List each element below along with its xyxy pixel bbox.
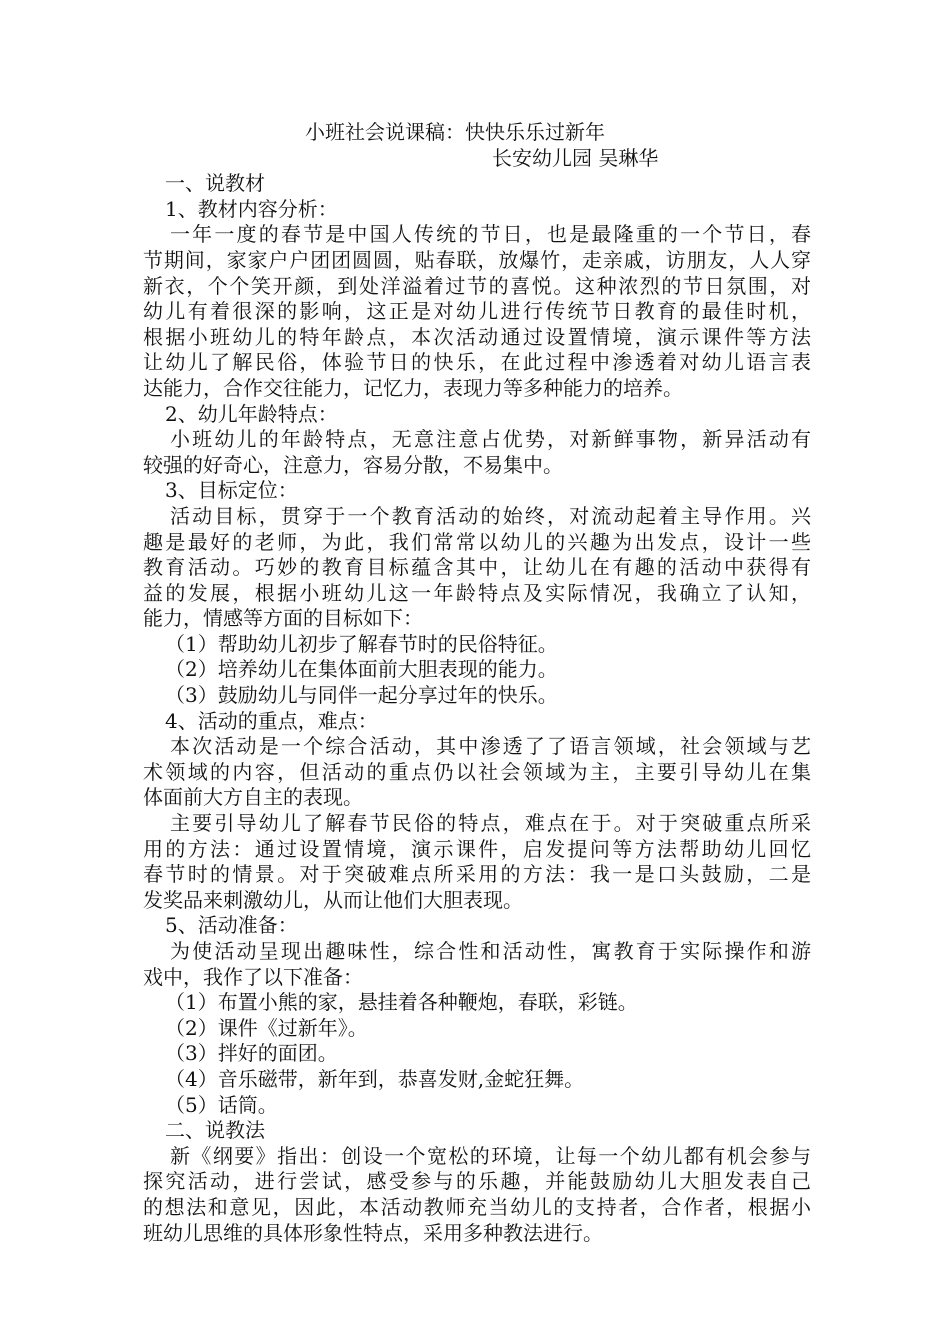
text-line: 主要引导幼儿了解春节民俗的特点，难点在于。对于突破重点所采 [170,811,811,836]
document-body [143,120,811,1246]
text-line: 发奖品来刺激幼儿，从而让他们大胆表现。 [143,887,523,912]
text-line: 1、教材内容分析： [165,196,338,221]
text-line: 班幼儿思维的具体形象性特点，采用多种教法进行。 [143,1220,603,1245]
text-line: 本次活动是一个综合活动，其中渗透了了语言领域，社会领域与艺 [170,734,811,759]
text-line: 5、活动准备： [165,913,298,938]
text-line: 探究活动，进行尝试，感受参与的乐趣，并能鼓励幼儿大胆发表自己 [143,1169,811,1194]
text-line: 能力，情感等方面的目标如下： [143,606,423,631]
text-line: 活动目标，贯穿于一个教育活动的始终，对流动起着主导作用。兴 [170,503,811,528]
text-line: 益的发展，根据小班幼儿这一年龄特点及实际情况，我确立了认知， [143,580,811,605]
text-line: 幼儿有着很深的影响，这正是对幼儿进行传统节日教育的最佳时机， [143,299,811,324]
text-line: 新《纲要》指出：创设一个宽松的环境，让每一个幼儿都有机会参与 [170,1143,811,1168]
text-line: 新衣，个个笑开颜，到处洋溢着过节的喜悦。这种浓烈的节日氛围，对 [143,273,811,298]
text-line: 术领域的内容，但活动的重点仍以社会领域为主，主要引导幼儿在集 [143,759,811,784]
text-line: （1）布置小熊的家，悬挂着各种鞭炮，春联，彩链。 [165,990,638,1015]
text-line: （2）课件《过新年》。 [165,1015,368,1040]
text-line: 春节时的情景。对于突破难点所采用的方法：我一是口头鼓励，二是 [143,862,811,887]
document-author: 长安幼儿园 吴琳华 [492,145,659,170]
text-line: （2）培养幼儿在集体面前大胆表现的能力。 [165,657,558,682]
text-line: 戏中，我作了以下准备： [143,964,363,989]
text-line: （3）拌好的面团。 [165,1041,338,1066]
text-line: 2、幼儿年龄特点： [165,401,338,426]
text-line: 达能力，合作交往能力，记忆力，表现力等多种能力的培养。 [143,375,683,400]
text-line: （3）鼓励幼儿与同伴一起分享过年的快乐。 [165,683,558,708]
text-line: （4）音乐磁带，新年到，恭喜发财,金蛇狂舞。 [165,1066,585,1091]
text-line: （1）帮助幼儿初步了解春节时的民俗特征。 [165,631,558,656]
text-line: 根据小班幼儿的特年龄点，本次活动通过设置情境，演示课件等方法 [143,324,811,349]
text-line: 4、活动的重点，难点： [165,708,378,733]
document-title: 小班社会说课稿：快快乐乐过新年 [305,120,605,144]
text-line: 小班幼儿的年龄特点，无意注意占优势，对新鲜事物，新异活动有 [170,427,811,452]
text-line: （5）话筒。 [165,1092,278,1117]
text-line: 体面前大方自主的表现。 [143,785,363,810]
text-line: 趣是最好的老师，为此，我们常常以幼儿的兴趣为出发点，设计一些 [143,529,811,554]
text-line: 较强的好奇心，注意力，容易分散，不易集中。 [143,452,563,477]
text-line: 3、目标定位： [165,478,298,503]
text-line: 的想法和意见，因此，本活动教师充当幼儿的支持者，合作者，根据小 [143,1194,811,1219]
text-line: 节期间，家家户户团团圆圆，贴春联，放爆竹，走亲戚，访朋友，人人穿 [143,247,811,272]
text-line: 二、说教法 [165,1118,265,1143]
text-line: 教育活动。巧妙的教育目标蕴含其中，让幼儿在有趣的活动中获得有 [143,555,811,580]
text-line: 用的方法：通过设置情境，演示课件，启发提问等方法帮助幼儿回忆 [143,836,811,861]
text-line: 一年一度的春节是中国人传统的节日，也是最隆重的一个节日，春 [170,222,811,247]
text-line: 一、说教材 [165,171,265,196]
text-line: 让幼儿了解民俗，体验节日的快乐，在此过程中渗透着对幼儿语言表 [143,350,811,375]
text-line: 为使活动呈现出趣味性，综合性和活动性，寓教育于实际操作和游 [170,939,811,963]
